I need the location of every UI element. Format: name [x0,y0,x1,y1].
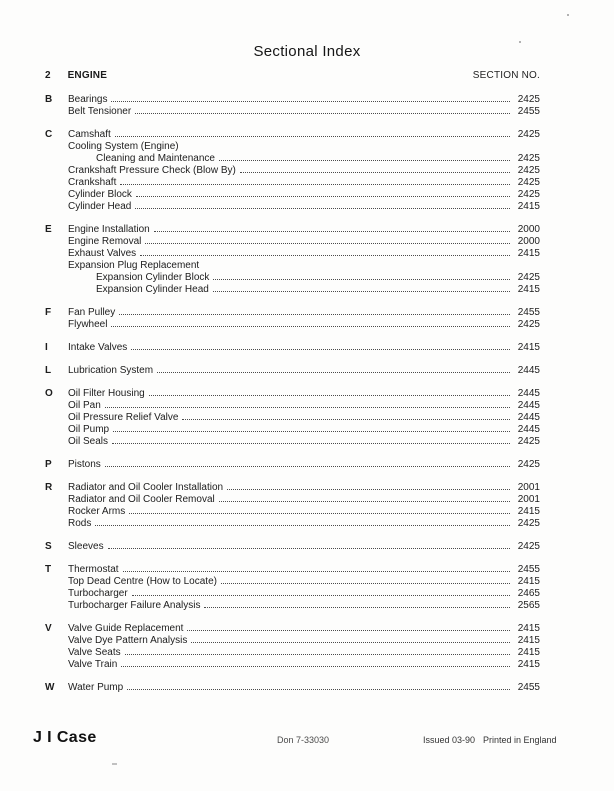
index-group [45,388,540,448]
entry-title: Valve Train [68,659,118,670]
section-number: 2000 [517,236,540,247]
section-number: 2425 [517,189,540,200]
dotted-leader [108,548,510,549]
dotted-leader [182,419,510,420]
group-letter: R [45,482,53,493]
section-no-label: SECTION NO. [472,70,540,81]
page-title: Sectional Index [253,43,361,60]
dotted-leader [112,443,510,444]
section-number: 2445 [517,365,540,376]
section-number: 2425 [517,319,540,330]
dotted-leader [191,642,510,643]
index-entry [45,600,540,612]
entry-title: Cleaning and Maintenance [96,153,215,164]
entry-title: Expansion Cylinder Head [96,284,209,295]
index-group [45,307,540,331]
index-entry [45,588,540,600]
entry-title: Camshaft [68,129,111,140]
dotted-leader [105,407,510,408]
dotted-leader [187,630,510,631]
group-letter: B [45,94,53,105]
section-number: 2415 [517,647,540,658]
dotted-leader [154,231,510,232]
index-group [45,224,540,296]
section-number: 2415 [517,506,540,517]
entry-title: Fan Pulley [68,307,116,318]
chapter-heading [45,70,107,81]
index-entry [45,623,540,635]
index-entry [45,518,540,530]
chapter-title: ENGINE [67,70,108,81]
entry-title: Water Pump [68,682,124,693]
dotted-leader [119,314,510,315]
entry-title: Oil Filter Housing [68,388,145,399]
entry-title: Valve Dye Pattern Analysis [68,635,188,646]
index-entry [45,436,540,448]
section-number: 2001 [517,482,540,493]
index-entry [45,412,540,424]
index-group [45,564,540,612]
index-entry [45,635,540,647]
index-group [45,129,540,213]
index-entry [45,541,540,553]
index-group [45,94,540,118]
entry-title: Top Dead Centre (How to Locate) [68,576,217,587]
section-number: 2455 [517,106,540,117]
dotted-leader [240,172,510,173]
dotted-leader [129,513,510,514]
index-entry [45,659,540,671]
group-letter: C [45,129,53,140]
scan-speck [567,14,569,16]
section-number: 2455 [517,564,540,575]
dotted-leader [213,291,510,292]
entry-title: Engine Removal [68,236,142,247]
dotted-leader [219,501,510,502]
index-entry [45,129,540,141]
entry-title: Valve Seats [68,647,121,658]
entry-title: Valve Guide Replacement [68,623,184,634]
dotted-leader [127,689,510,690]
section-number: 2000 [517,224,540,235]
entry-title: Oil Pump [68,424,110,435]
index-entry [45,342,540,354]
index-entry [45,165,540,177]
index-entry [45,177,540,189]
index-entry [45,424,540,436]
entry-title: Oil Pressure Relief Valve [68,412,179,423]
index-entry [45,224,540,236]
section-number: 2445 [517,400,540,411]
dotted-leader [221,583,510,584]
group-letter: W [45,682,55,693]
dotted-leader [227,489,510,490]
section-number: 2425 [517,153,540,164]
section-number: 2415 [517,248,540,259]
entry-title: Flywheel [68,319,108,330]
section-number: 2445 [517,412,540,423]
section-number: 2415 [517,623,540,634]
entry-title: Crankshaft Pressure Check (Blow By) [68,165,236,176]
index-entry [45,248,540,260]
dotted-leader [157,372,510,373]
dotted-leader [149,395,510,396]
dotted-leader [213,279,510,280]
section-number: 2425 [517,436,540,447]
group-letter: S [45,541,52,552]
section-number: 2565 [517,600,540,611]
dotted-leader [219,160,510,161]
section-number: 2425 [517,518,540,529]
dotted-leader [120,184,510,185]
index-entry [45,365,540,377]
index-entry [45,260,540,272]
brand-logo: J I Case [33,729,97,746]
entry-title: Pistons [68,459,101,470]
entry-title: Expansion Plug Replacement [68,260,200,271]
index-entry [45,106,540,118]
section-number: 2455 [517,682,540,693]
index-entry [45,189,540,201]
section-number: 2415 [517,201,540,212]
index-entry [45,284,540,296]
section-number: 2425 [517,129,540,140]
group-letter: E [45,224,52,235]
scan-speck [519,41,521,43]
scan-speck [112,763,117,765]
entry-title: Lubrication System [68,365,154,376]
index-entry [45,94,540,106]
entry-title: Cylinder Block [68,189,132,200]
dotted-leader [204,607,510,608]
group-letter: I [45,342,48,353]
entry-title: Crankshaft [68,177,117,188]
dotted-leader [140,255,510,256]
entry-title: Oil Pan [68,400,101,411]
section-number: 2415 [517,576,540,587]
index-entry [45,564,540,576]
index-entry [45,482,540,494]
dotted-leader [113,431,510,432]
index-entry [45,153,540,165]
group-letter: V [45,623,52,634]
dotted-leader [95,525,510,526]
section-number: 2415 [517,635,540,646]
entry-title: Radiator and Oil Cooler Installation [68,482,224,493]
entry-title: Bearings [68,94,108,105]
section-number: 2001 [517,494,540,505]
section-number: 2425 [517,459,540,470]
page-footer [0,728,614,752]
entry-title: Turbocharger [68,588,128,599]
index-group [45,482,540,530]
entry-title: Radiator and Oil Cooler Removal [68,494,215,505]
index-entry [45,272,540,284]
index-group [45,459,540,471]
section-number: 2455 [517,307,540,318]
group-letter: O [45,388,53,399]
dotted-leader [135,113,510,114]
index-group [45,682,540,694]
dotted-leader [135,208,510,209]
dotted-leader [125,654,510,655]
dotted-leader [131,349,510,350]
section-number: 2425 [517,177,540,188]
index-entry [45,319,540,331]
dotted-leader [132,595,510,596]
dotted-leader [111,326,510,327]
index-entry [45,506,540,518]
section-number: 2465 [517,588,540,599]
index-entry [45,307,540,319]
index-entry [45,647,540,659]
index-entry [45,576,540,588]
index-header [45,70,540,81]
dotted-leader [145,243,510,244]
group-letter: P [45,459,52,470]
entry-title: Rods [68,518,92,529]
index-entry [45,388,540,400]
entry-title: Expansion Cylinder Block [96,272,210,283]
index-entry [45,201,540,213]
index-group [45,623,540,671]
entry-title: Belt Tensioner [68,106,132,117]
section-number: 2425 [517,272,540,283]
entry-title: Engine Installation [68,224,150,235]
index-entry [45,494,540,506]
entry-title: Thermostat [68,564,119,575]
section-number: 2425 [517,541,540,552]
section-number: 2445 [517,388,540,399]
entry-title: Sleeves [68,541,104,552]
index-group [45,365,540,377]
index-group [45,342,540,354]
section-number: 2445 [517,424,540,435]
group-letter: T [45,564,52,575]
section-number: 2415 [517,659,540,670]
dotted-leader [111,101,510,102]
entry-title: Exhaust Valves [68,248,137,259]
index-entry [45,400,540,412]
index-entry [45,459,540,471]
section-number: 2415 [517,284,540,295]
index-entry [45,236,540,248]
chapter-number: 2 [45,70,51,81]
group-letter: F [45,307,52,318]
dotted-leader [105,466,510,467]
entry-title: Rocker Arms [68,506,126,517]
form-number: Don 7-33030 [277,735,330,745]
index-group [45,541,540,553]
index-list [45,94,540,705]
entry-title: Intake Valves [68,342,128,353]
index-entry [45,141,540,153]
issued-date: Issued 03-90 [423,735,476,745]
entry-title: Turbocharger Failure Analysis [68,600,201,611]
section-number: 2415 [517,342,540,353]
section-number: 2425 [517,94,540,105]
group-letter: L [45,365,52,376]
section-number: 2425 [517,165,540,176]
index-entry [45,682,540,694]
entry-title: Cooling System (Engine) [68,141,179,152]
dotted-leader [121,666,510,667]
entry-title: Oil Seals [68,436,109,447]
dotted-leader [123,571,510,572]
dotted-leader [136,196,510,197]
printed-in-label: Printed in England [483,735,557,745]
dotted-leader [115,136,510,137]
entry-title: Cylinder Head [68,201,132,212]
